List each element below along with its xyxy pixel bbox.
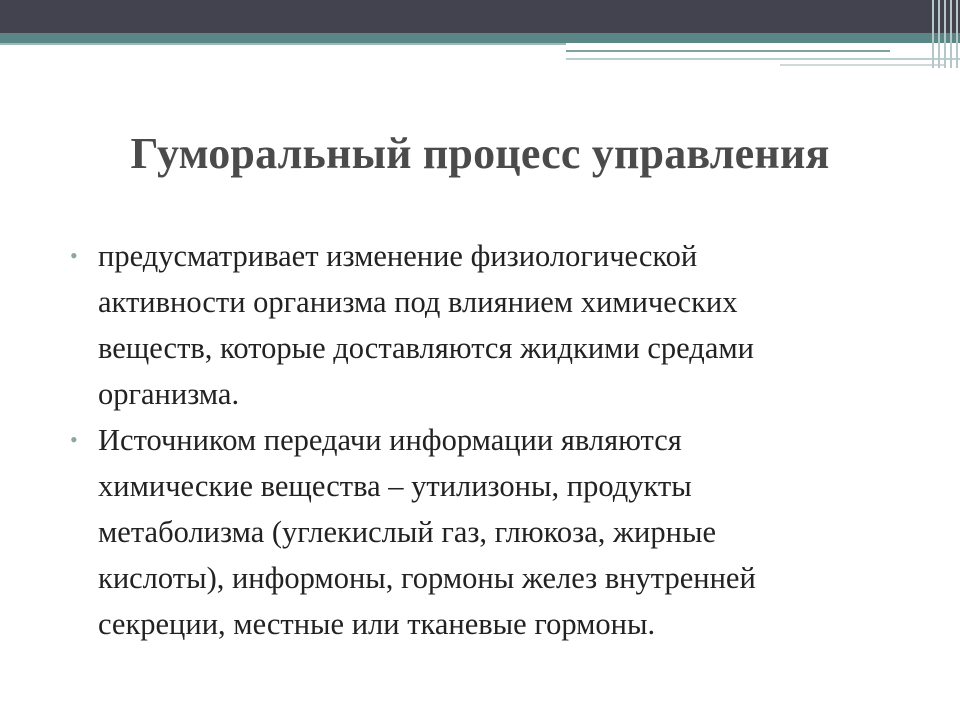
bullet-icon: •: [70, 243, 78, 268]
decorative-bar: [956, 0, 958, 68]
bullet-text-line: активности организма под влиянием химических: [98, 285, 738, 319]
header-band: [0, 0, 960, 33]
decorative-bar: [932, 0, 934, 68]
bullet-item: [70, 417, 930, 647]
bullet-text-line: организма.: [98, 377, 240, 411]
bullet-text-line: предусматривает изменение физиологической: [98, 239, 698, 273]
bullet-text-line: метаболизма (углекислый газ, глюкоза, жирные: [98, 515, 716, 549]
decorative-bar: [950, 0, 952, 68]
bullet-text-line: веществ, которые доставляются жидкими средами: [98, 331, 754, 365]
slide-title: Гуморальный процесс управления: [130, 129, 830, 178]
decorative-bar: [944, 0, 946, 68]
bullet-item: [70, 233, 930, 417]
bullet-list: [70, 233, 930, 647]
header-tab-stripe: [566, 58, 960, 60]
bullet-text-line: секреции, местные или тканевые гормоны.: [98, 607, 656, 641]
bullet-icon: •: [70, 427, 78, 452]
header-tab-stripe: [566, 50, 890, 52]
decorative-bar: [938, 0, 940, 68]
header-tab-stripe: [780, 64, 945, 66]
bullet-text-line: химические вещества – утилизоны, продукты: [98, 469, 692, 503]
header-accent-band: [0, 33, 960, 43]
bullet-text-line: кислоты), информоны, гормоны желез внутренней: [98, 561, 756, 595]
bullet-text-line: Источником передачи информации являются: [98, 423, 682, 457]
